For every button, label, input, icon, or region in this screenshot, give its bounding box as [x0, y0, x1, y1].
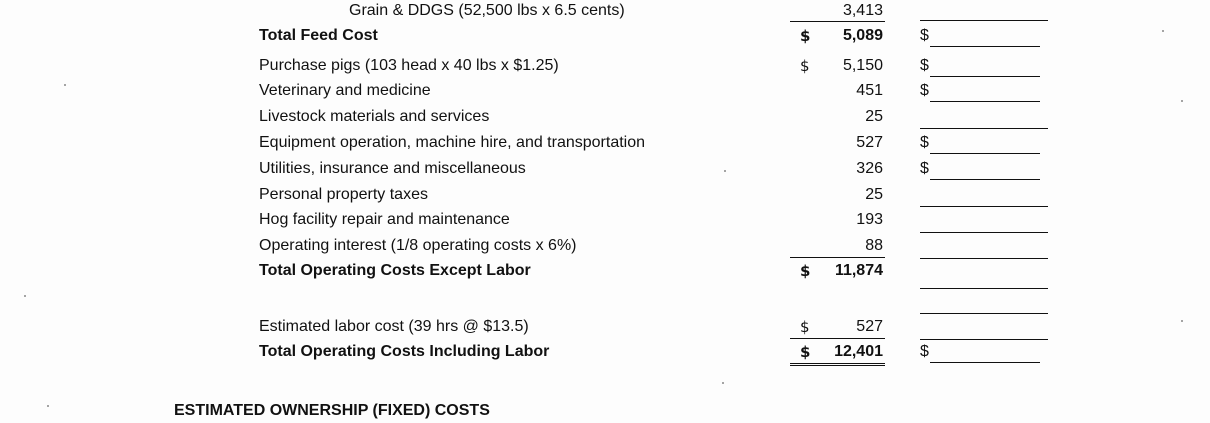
dollar-sign: $	[800, 262, 811, 280]
blank-dollar-sign: $	[920, 27, 929, 44]
cost-label: Total Operating Costs Including Labor	[259, 343, 550, 360]
cost-amount: 25	[865, 186, 883, 203]
cost-label: Total Operating Costs Except Labor	[259, 262, 531, 279]
cost-label: Purchase pigs (103 head x 40 lbs x $1.25)	[259, 57, 559, 74]
blank-underline	[930, 179, 1040, 180]
scan-speck	[722, 382, 724, 384]
cost-label: Total Feed Cost	[259, 27, 378, 44]
cost-label: Hog facility repair and maintenance	[259, 211, 510, 228]
dollar-blank-field[interactable]	[920, 56, 1040, 77]
scan-speck	[47, 405, 49, 407]
cost-amount: 12,401	[834, 343, 883, 360]
cost-label: Livestock materials and services	[259, 108, 490, 125]
blank-dollar-sign: $	[920, 160, 929, 177]
table-row	[0, 209, 1210, 231]
cost-amount: 451	[856, 82, 883, 99]
cost-amount: 5,089	[842, 27, 883, 44]
cost-label: Grain & DDGS (52,500 lbs x 6.5 cents)	[349, 2, 625, 19]
table-row	[0, 260, 1210, 282]
dollar-sign: $	[800, 57, 810, 75]
dollar-sign: $	[800, 343, 811, 361]
cost-amount: 326	[856, 160, 883, 177]
dollar-blank-field[interactable]	[920, 342, 1040, 363]
cost-label: Estimated labor cost (39 hrs @ $13.5)	[259, 318, 529, 335]
blank-dollar-sign: $	[920, 343, 929, 360]
cost-label: Equipment operation, machine hire, and transportation	[259, 134, 646, 151]
blank-dollar-sign: $	[920, 82, 929, 99]
cost-label: Personal property taxes	[259, 186, 428, 203]
cost-amount: 5,150	[842, 57, 883, 74]
blank-underline	[930, 101, 1040, 102]
blank-line	[920, 206, 1048, 207]
blank-underline	[930, 362, 1040, 363]
blank-line	[920, 232, 1048, 233]
scan-speck	[1181, 320, 1183, 322]
scan-speck	[64, 84, 66, 86]
blank-line	[920, 20, 1048, 21]
blank-underline	[930, 76, 1040, 77]
blank-underline	[930, 46, 1040, 47]
subtotal-rule	[790, 257, 885, 258]
cost-amount: 527	[856, 134, 883, 151]
table-row	[0, 106, 1210, 128]
cost-amount: 11,874	[834, 262, 883, 279]
table-row	[0, 235, 1210, 257]
blank-dollar-sign: $	[920, 57, 929, 74]
cost-label: Utilities, insurance and miscellaneous	[259, 160, 526, 177]
subtotal-rule	[790, 21, 885, 22]
scan-speck	[724, 170, 726, 172]
cost-amount: 193	[856, 211, 883, 228]
scan-speck	[1181, 100, 1183, 102]
cost-amount: 3,413	[842, 2, 883, 19]
dollar-blank-field[interactable]	[920, 26, 1040, 47]
blank-dollar-sign: $	[920, 134, 929, 151]
dollar-blank-field[interactable]	[920, 133, 1040, 154]
dollar-blank-field[interactable]	[920, 159, 1040, 180]
cost-amount: 25	[865, 108, 883, 125]
scan-speck	[24, 295, 26, 297]
section-heading: ESTIMATED OWNERSHIP (FIXED) COSTS	[174, 402, 490, 419]
cost-amount: 88	[865, 237, 883, 254]
blank-line	[920, 288, 1048, 289]
cost-label: Operating interest (1/8 operating costs x 6%)	[259, 237, 577, 254]
dollar-blank-field[interactable]	[920, 81, 1040, 102]
subtotal-rule	[790, 338, 885, 339]
blank-underline	[930, 153, 1040, 154]
dollar-sign: $	[800, 318, 810, 336]
table-row	[0, 316, 1210, 338]
total-double-rule	[790, 363, 885, 366]
cost-label: Veterinary and medicine	[259, 82, 431, 99]
blank-line	[920, 128, 1048, 129]
dollar-sign: $	[800, 27, 811, 45]
table-row	[0, 0, 1210, 22]
cost-amount: 527	[856, 318, 883, 335]
table-row	[0, 184, 1210, 206]
scan-speck	[1162, 30, 1164, 32]
blank-line	[920, 313, 1048, 314]
blank-line	[920, 339, 1048, 340]
blank-line	[920, 258, 1048, 259]
